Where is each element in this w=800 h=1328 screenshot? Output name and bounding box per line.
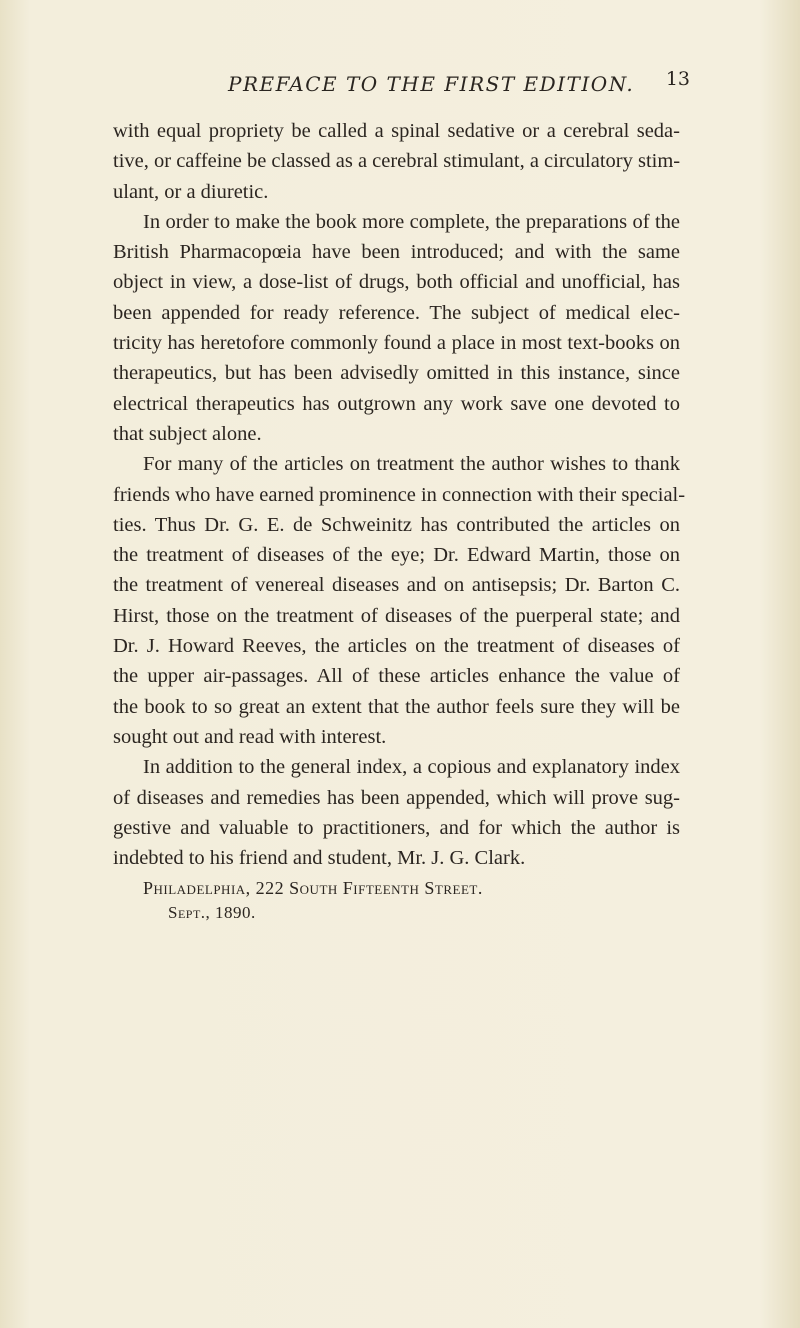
text-line: In order to make the book more complete, the preparations of the: [143, 210, 680, 233]
page-number: 13: [665, 68, 690, 90]
text-line: with equal propriety be called a spinal sedative or a cerebral seda-: [113, 120, 680, 142]
text-line: the treatment of diseases of the eye; Dr. Edward Martin, those on: [113, 544, 680, 567]
signature-date: Sept., 1890.: [168, 903, 256, 922]
body-text: [113, 116, 686, 873]
text-line: friends who have earned prominence in connection with their special-: [113, 483, 686, 506]
text-line: therapeutics, but has been advisedly omitted in this instance, since: [113, 362, 680, 385]
text-line: been appended for ready reference. The subject of medical elec-: [113, 301, 680, 324]
text-line: Dr. J. Howard Reeves, the articles on the treatment of diseases of: [113, 635, 680, 658]
text-line: tive, or caffeine be classed as a cerebral stimulant, a circulatory stim-: [113, 150, 681, 173]
text-line: In addition to the general index, a copious and explanatory index: [143, 756, 680, 779]
text-line: tricity has heretofore commonly found a place in most text-books on: [113, 332, 680, 355]
page-header: [110, 62, 690, 102]
text-line: of diseases and remedies has been appended, which will prove sug-: [113, 786, 680, 809]
text-line: electrical therapeutics has outgrown any work save one devoted to: [113, 392, 680, 415]
running-title: PREFACE TO THE FIRST EDITION.: [228, 72, 635, 96]
text-line: the upper air-passages. All of these articles enhance the value of: [113, 665, 680, 688]
text-line: ties. Thus Dr. G. E. de Schweinitz has contributed the articles on: [113, 513, 680, 536]
text-line: the book to so great an extent that the author feels sure they will be: [113, 695, 680, 718]
text-line: Hirst, those on the treatment of diseases of the puerperal state; and: [113, 604, 680, 627]
signature-place: Philadelphia, 222 South Fifteenth Street.: [143, 878, 483, 898]
text-line: that subject alone.: [113, 422, 262, 445]
paragraph-3: [113, 449, 686, 752]
text-line: object in view, a dose-list of drugs, both official and unofficial, has: [113, 271, 680, 294]
text-line: British Pharmacopœia have been introduced; and with the same: [113, 241, 680, 264]
paragraph-2: [113, 207, 680, 449]
paragraph-1: [113, 116, 680, 207]
signature-block: [143, 878, 483, 923]
text-line: ulant, or a diuretic.: [113, 180, 269, 203]
text-line: gestive and valuable to practitioners, and for which the author is: [113, 816, 680, 839]
text-line: the treatment of venereal diseases and on antisepsis; Dr. Barton C.: [113, 574, 680, 597]
text-line: indebted to his friend and student, Mr. J. G. Clark.: [113, 847, 526, 870]
text-line: For many of the articles on treatment the author wishes to thank: [143, 453, 680, 476]
text-line: sought out and read with interest.: [113, 725, 387, 748]
paragraph-4: [113, 752, 680, 873]
